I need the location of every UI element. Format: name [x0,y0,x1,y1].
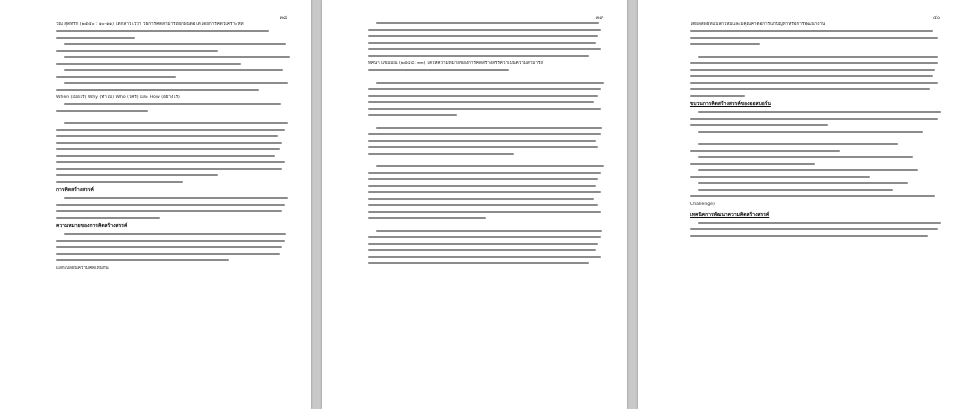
page-number: ๓๘ [279,15,287,21]
question-words: When (เมื่อไร) Why (ทำไม) Who (ใคร) และ How (อย่างไร) [56,95,180,100]
text-block [56,197,287,219]
text-block [56,103,287,183]
subsection-heading: ความหมายของการคิดสร้างสรรค์ [56,223,128,229]
page-number: ๓๙ [595,15,603,21]
paragraph-ending: Challenge) [690,201,715,207]
section-heading: ขบวนการคิดสร้างสรรค์ของออสบอร์น [690,101,771,107]
section-heading: การคิดสร้างสรรค์ [56,187,94,193]
text-block [690,222,940,237]
paragraph-opening: วีณ สุดที่รัก (๒๕๕๐ : ๑๐-๑๑) ได้กล่าวไว้ว่า วิธีการคิดสามารถฝึกฝนต่อได้โดยการคิดวิเคราะห์ที่ [56,22,244,27]
text-block [368,69,603,264]
subsection-heading: เทคนิคการพัฒนาความคิดสร้างสรรค์ [690,211,770,218]
text-block [56,30,287,91]
text-block [368,22,603,57]
document-page-1 [0,0,311,409]
text-block [690,111,940,197]
document-page-2 [322,0,627,409]
paragraph-ending: แลกเปลี่ยนความคิดเห็นกัน [56,265,109,271]
text-block [690,30,940,97]
paragraph-opening: ได้ผลลัพธ์ที่แปลกใหม่และมีคุณค่าต่อการแก้ปัญหาหรือการพัฒนางาน [690,22,826,27]
document-page-3 [638,0,960,409]
citation-line: ทิศนา แขมมณี (๒๕๔๔: ๓๓) ได้ให้ความหมายของการคิดสร้างสรรค์ว่าเป็นความสามารถ [368,61,544,66]
page-number: ๔๐ [933,15,940,21]
text-block [56,233,287,261]
